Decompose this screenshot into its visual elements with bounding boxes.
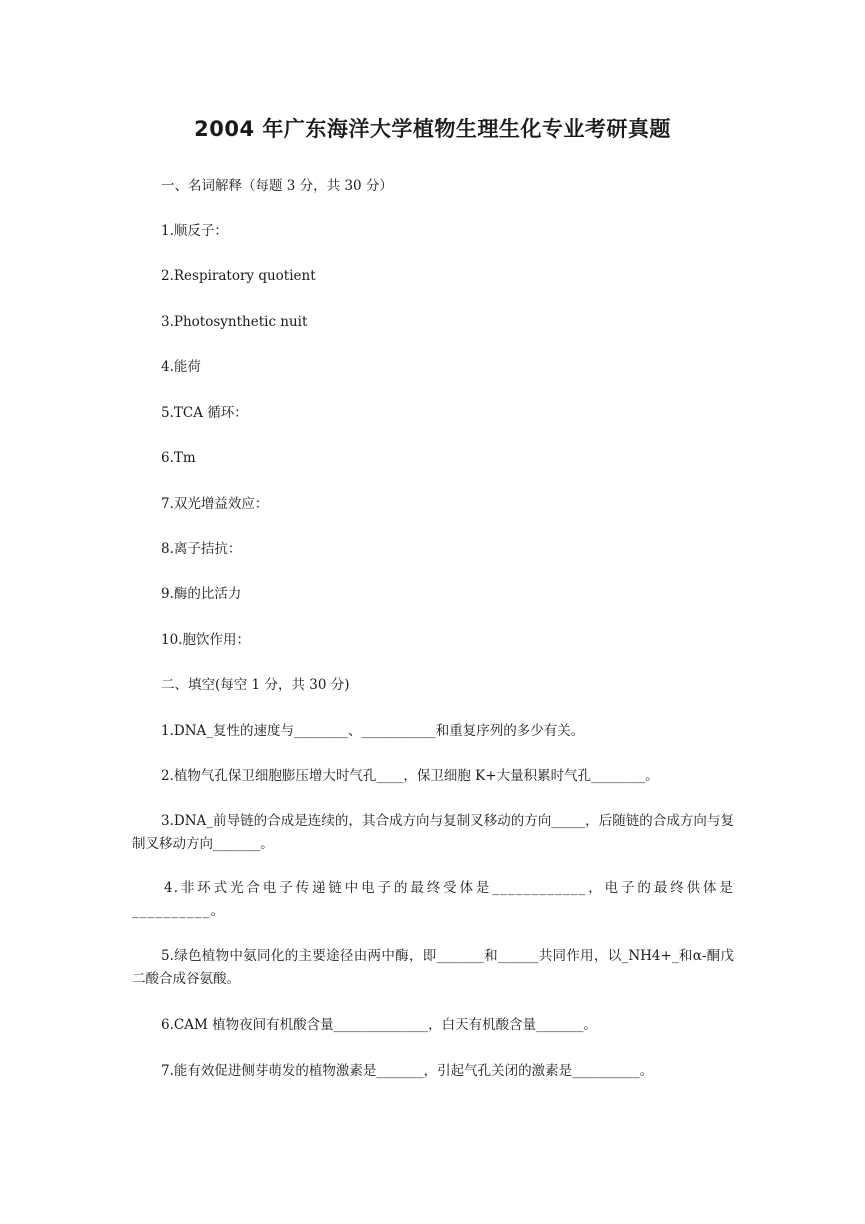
section1-item-9: 9.酶的比活力 <box>161 586 242 602</box>
section1-item-7: 7.双光增益效应： <box>161 496 269 512</box>
section1-item-1: 1.顺反子： <box>161 223 228 239</box>
section1-item-3: 3.Photosynthetic nuit <box>161 314 308 330</box>
section2-item-5: 5.绿色植物中氨同化的主要途径由两中酶，即_______和______共同作用，以_NH4+_和α-酮戊二酸合成谷氨酸。 <box>132 948 734 987</box>
section1-item-8: 8.离子拮抗： <box>161 541 242 557</box>
section2-item-6: 6.CAM 植物夜间有机酸含量______________，白天有机酸含量_______。 <box>161 1017 597 1033</box>
document-title: 2004 年广东海洋大学植物生理生化专业考研真题 <box>194 117 671 141</box>
section1-item-6: 6.Tm <box>161 450 196 466</box>
section2-item-3: 3.DNA_前导链的合成是连续的，其合成方向与复制叉移动的方向_____，后随链的合成方向与复制叉移动方向_______。 <box>132 813 734 852</box>
section2-item-1: 1.DNA_复性的速度与________、___________和重复序列的多少有关。 <box>161 723 585 739</box>
section1-item-2: 2.Respiratory quotient <box>161 268 316 284</box>
section1-item-4: 4.能荷 <box>161 359 201 375</box>
section2-heading: 二、填空(每空 1 分，共 30 分) <box>161 677 350 693</box>
section2-item-4: 4.非环式光合电子传递链中电子的最终受体是____________，电子的最终供体是__________。 <box>132 880 734 919</box>
section1-item-5: 5.TCA 循环： <box>161 405 248 421</box>
section2-item-2: 2.植物气孔保卫细胞膨压增大时气孔____，保卫细胞 K+大量积累时气孔________。 <box>161 768 659 784</box>
section2-item-7: 7.能有效促进侧芽萌发的植物激素是_______，引起气孔关闭的激素是__________。 <box>161 1063 654 1079</box>
section1-heading: 一、名词解释（每题 3 分，共 30 分） <box>161 178 393 194</box>
section1-item-10: 10.胞饮作用： <box>161 632 250 648</box>
